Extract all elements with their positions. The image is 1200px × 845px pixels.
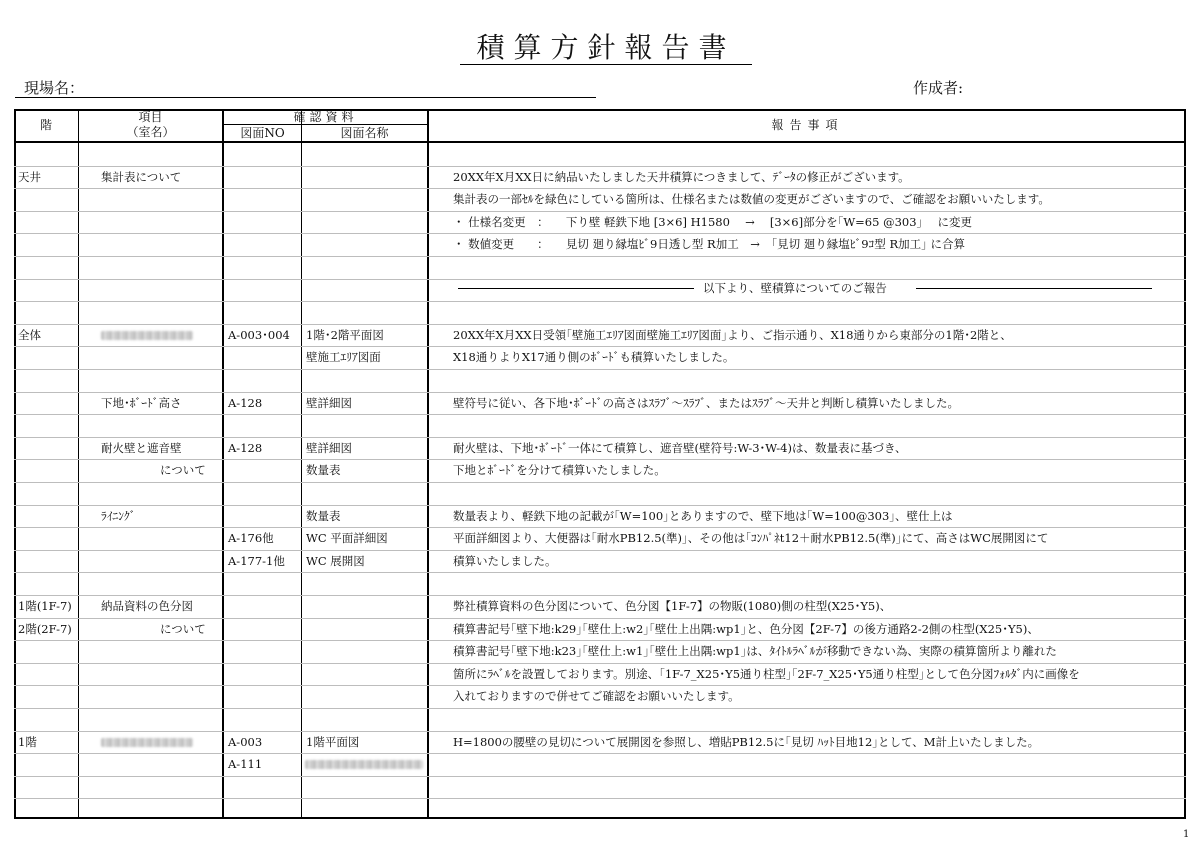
cell-drawing-name: 壁詳細図: [306, 440, 352, 455]
cell-report: 積算いたしました。: [453, 553, 557, 568]
cell-report: 壁符号に従い、各下地･ﾎﾞｰﾄﾞの高さはｽﾗﾌﾞ～ｽﾗﾌﾞ、またはｽﾗﾌﾞ～天井と判断し積算いたしました。: [453, 395, 959, 410]
cell-report: X18通りよりX17通り側のﾎﾞｰﾄﾞも積算いたしました。: [453, 350, 735, 365]
cell-drawing-name: WC 平面詳細図: [306, 531, 388, 546]
cell-drawing-name: 1階平面図: [306, 734, 360, 749]
redacted-room-name: [101, 738, 193, 747]
cell-item: 納品資料の色分図: [101, 599, 193, 613]
table-row: [0, 324, 1200, 347]
header-drawing-name: 図面名称: [340, 126, 389, 140]
table-row: [0, 527, 1200, 550]
table-row: [0, 256, 1200, 279]
header-floor: 階: [39, 118, 52, 132]
separator-text: 以下より、壁積算についてのご報告: [703, 281, 887, 295]
table-row: [0, 618, 1200, 641]
table-row: [0, 166, 1200, 189]
separator-line-right: [916, 288, 1152, 289]
cell-floor: 2階(2F-7): [18, 621, 72, 636]
table-row: [0, 369, 1200, 392]
table-row: [0, 685, 1200, 708]
table-row: [0, 437, 1200, 460]
cell-floor: 天井: [18, 169, 41, 184]
row-divider: [14, 324, 1186, 325]
cell-report: 平面詳細図より、大便器は｢耐水PB12.5(準)｣、その他は｢ｺﾝﾊﾟﾈt12＋耐水PB12.5(準)｣にて、高さはWC展開図にて: [453, 531, 1049, 546]
row-divider: [14, 753, 1186, 754]
redacted-room-name: [101, 331, 193, 340]
cell-drawing-no: A-003･004: [228, 327, 290, 342]
redacted-drawing-name: [305, 760, 423, 769]
cell-report: 20XX年X月XX日に納品いたしました天井積算につきまして、ﾃﾞｰﾀの修正がございます。: [453, 169, 910, 184]
cell-drawing-name: 数量表: [306, 508, 341, 523]
row-divider: [14, 166, 1186, 167]
header-drawing-no: 図面NO: [240, 126, 285, 140]
cell-report: 耐火壁は、下地･ﾎﾞｰﾄﾞ一体にて積算し、遮音壁(壁符号:W-3･W-4)は、数量表に基づき、: [453, 440, 907, 455]
separator-line-left: [458, 288, 694, 289]
document-title: 積算方針報告書: [476, 31, 736, 64]
table-row: [0, 211, 1200, 234]
row-divider: [14, 392, 1186, 393]
cell-drawing-no: A-128: [228, 440, 263, 455]
header-item-sub: （室名）: [126, 125, 175, 139]
table-row: [0, 776, 1200, 799]
row-divider: [14, 459, 1186, 460]
row-divider: [14, 482, 1186, 483]
table-row: [0, 708, 1200, 731]
cell-report: 積算書記号｢壁下地:k29｣｢壁仕上:w2｣｢壁仕上出隅:wp1｣と、色分図【2F-7】の後方通路2-2側の柱型(X25･Y5)、: [453, 621, 1039, 636]
cell-floor: 1階(1F-7): [18, 599, 72, 613]
title-underline: [460, 64, 752, 65]
table-row: [0, 414, 1200, 437]
site-name-underline: [15, 97, 596, 98]
cell-item: について: [160, 463, 206, 478]
cell-drawing-no: A-003: [228, 734, 263, 749]
row-divider: [14, 798, 1186, 799]
cell-drawing-no: A-128: [228, 395, 263, 410]
table-row: [0, 731, 1200, 754]
table-row: [0, 663, 1200, 686]
row-divider: [14, 346, 1186, 347]
table-row: [0, 572, 1200, 595]
row-divider: [14, 369, 1186, 370]
table-row: [0, 595, 1200, 618]
row-divider: [14, 211, 1186, 212]
header-reference: 確認資料: [293, 110, 358, 124]
table-row: [0, 753, 1200, 776]
table-row: [0, 640, 1200, 663]
cell-drawing-no: A-111: [228, 757, 263, 772]
table-row: [0, 482, 1200, 505]
cell-drawing-name: 1階･2階平面図: [306, 327, 384, 342]
cell-item: について: [160, 621, 206, 636]
table-row: [0, 550, 1200, 573]
cell-item: 集計表について: [101, 169, 182, 184]
cell-drawing-no: A-176他: [228, 531, 274, 546]
table-row: [0, 505, 1200, 528]
cell-drawing-no: A-177-1他: [228, 553, 285, 568]
table-row: [0, 233, 1200, 256]
cell-item: 下地･ﾎﾞｰﾄﾞ高さ: [101, 395, 182, 410]
cell-report: ・ 仕様名変更 ： 下り壁 軽鉄下地 [3×6] H1580 → [3×6]部分を｢W=65 @303｣ に変更: [453, 214, 972, 229]
cell-item: ﾗｲﾆﾝｸﾞ: [101, 508, 136, 523]
row-divider: [14, 708, 1186, 709]
table-row: [0, 143, 1200, 166]
cell-floor: 全体: [18, 327, 41, 342]
row-divider: [14, 256, 1186, 257]
row-divider: [14, 188, 1186, 189]
row-divider: [14, 233, 1186, 234]
cell-report: 20XX年X月XX日受領｢壁施工ｴﾘｱ図面壁施工ｴﾘｱ図面｣より、ご指示通り、X18通りから東部分の1階･2階と、: [453, 327, 1012, 342]
row-divider: [14, 685, 1186, 686]
table-row: [0, 188, 1200, 211]
table-row: [0, 301, 1200, 324]
cell-report: ・ 数値変更 ： 見切 廻り縁塩ﾋﾞ9日透し型 R加工 → ｢見切 廻り縁塩ﾋﾞ9ｺ型 R加工｣ に合算: [453, 237, 966, 252]
row-divider: [14, 437, 1186, 438]
table-row: [0, 346, 1200, 369]
header-sub-divider: [223, 124, 428, 125]
cell-drawing-name: WC 展開図: [306, 553, 365, 568]
header-report: 報告事項: [771, 118, 844, 132]
page-number: 1: [1183, 829, 1190, 840]
cell-report: 下地とﾎﾞｰﾄﾞを分けて積算いたしました。: [453, 463, 666, 478]
cell-report: 弊社積算資料の色分図について、色分図【1F-7】の物販(1080)側の柱型(X25･Y5)、: [453, 599, 892, 613]
table-row: [0, 798, 1200, 821]
row-divider: [14, 301, 1186, 302]
row-divider: [14, 640, 1186, 641]
cell-report: 積算書記号｢壁下地:k23｣｢壁仕上:w1｣｢壁仕上出隅:wp1｣は、ﾀｲﾄﾙﾗﾍﾞﾙが移動できない為、実際の積算箇所より離れた: [453, 644, 1057, 659]
site-name-label: 現場名：: [24, 79, 85, 97]
cell-report: 箇所にﾗﾍﾞﾙを設置しております。別途、｢1F-7_X25･Y5通り柱型｣｢2F-7_X25･Y5通り柱型｣として色分図ﾌｫﾙﾀﾞ内に画像を: [453, 666, 1080, 681]
cell-report: 数量表より、軽鉄下地の記載が｢W=100｣とありますので、壁下地は｢W=100@303｣、壁仕上は: [453, 508, 953, 523]
row-divider: [14, 279, 1186, 280]
author-label: 作成者:: [913, 79, 964, 97]
cell-report: H=1800の腰壁の見切について展開図を参照し、増貼PB12.5に｢見切 ﾊｯﾄ目地12｣として、M計上いたしました。: [453, 734, 1040, 749]
row-divider: [14, 550, 1186, 551]
row-divider: [14, 618, 1186, 619]
row-divider: [14, 414, 1186, 415]
table-row: [0, 459, 1200, 482]
cell-floor: 1階: [18, 734, 37, 749]
row-divider: [14, 731, 1186, 732]
header-item: 項目: [138, 110, 163, 124]
row-divider: [14, 595, 1186, 596]
table-row: [0, 279, 1200, 302]
row-divider: [14, 527, 1186, 528]
cell-drawing-name: 壁施工ｴﾘｱ図面: [306, 350, 381, 365]
cell-drawing-name: 数量表: [306, 463, 341, 478]
row-divider: [14, 505, 1186, 506]
row-divider: [14, 663, 1186, 664]
cell-report: 集計表の一部ｾﾙを緑色にしている箇所は、仕様名または数値の変更がございますので、ご確認をお願いいたします。: [453, 192, 1050, 207]
cell-report: 入れておりますので併せてご確認をお願いいたします。: [453, 689, 740, 704]
row-divider: [14, 776, 1186, 777]
cell-item: 耐火壁と遮音壁: [101, 440, 182, 455]
row-divider: [14, 572, 1186, 573]
cell-drawing-name: 壁詳細図: [306, 395, 352, 410]
table-row: [0, 392, 1200, 415]
